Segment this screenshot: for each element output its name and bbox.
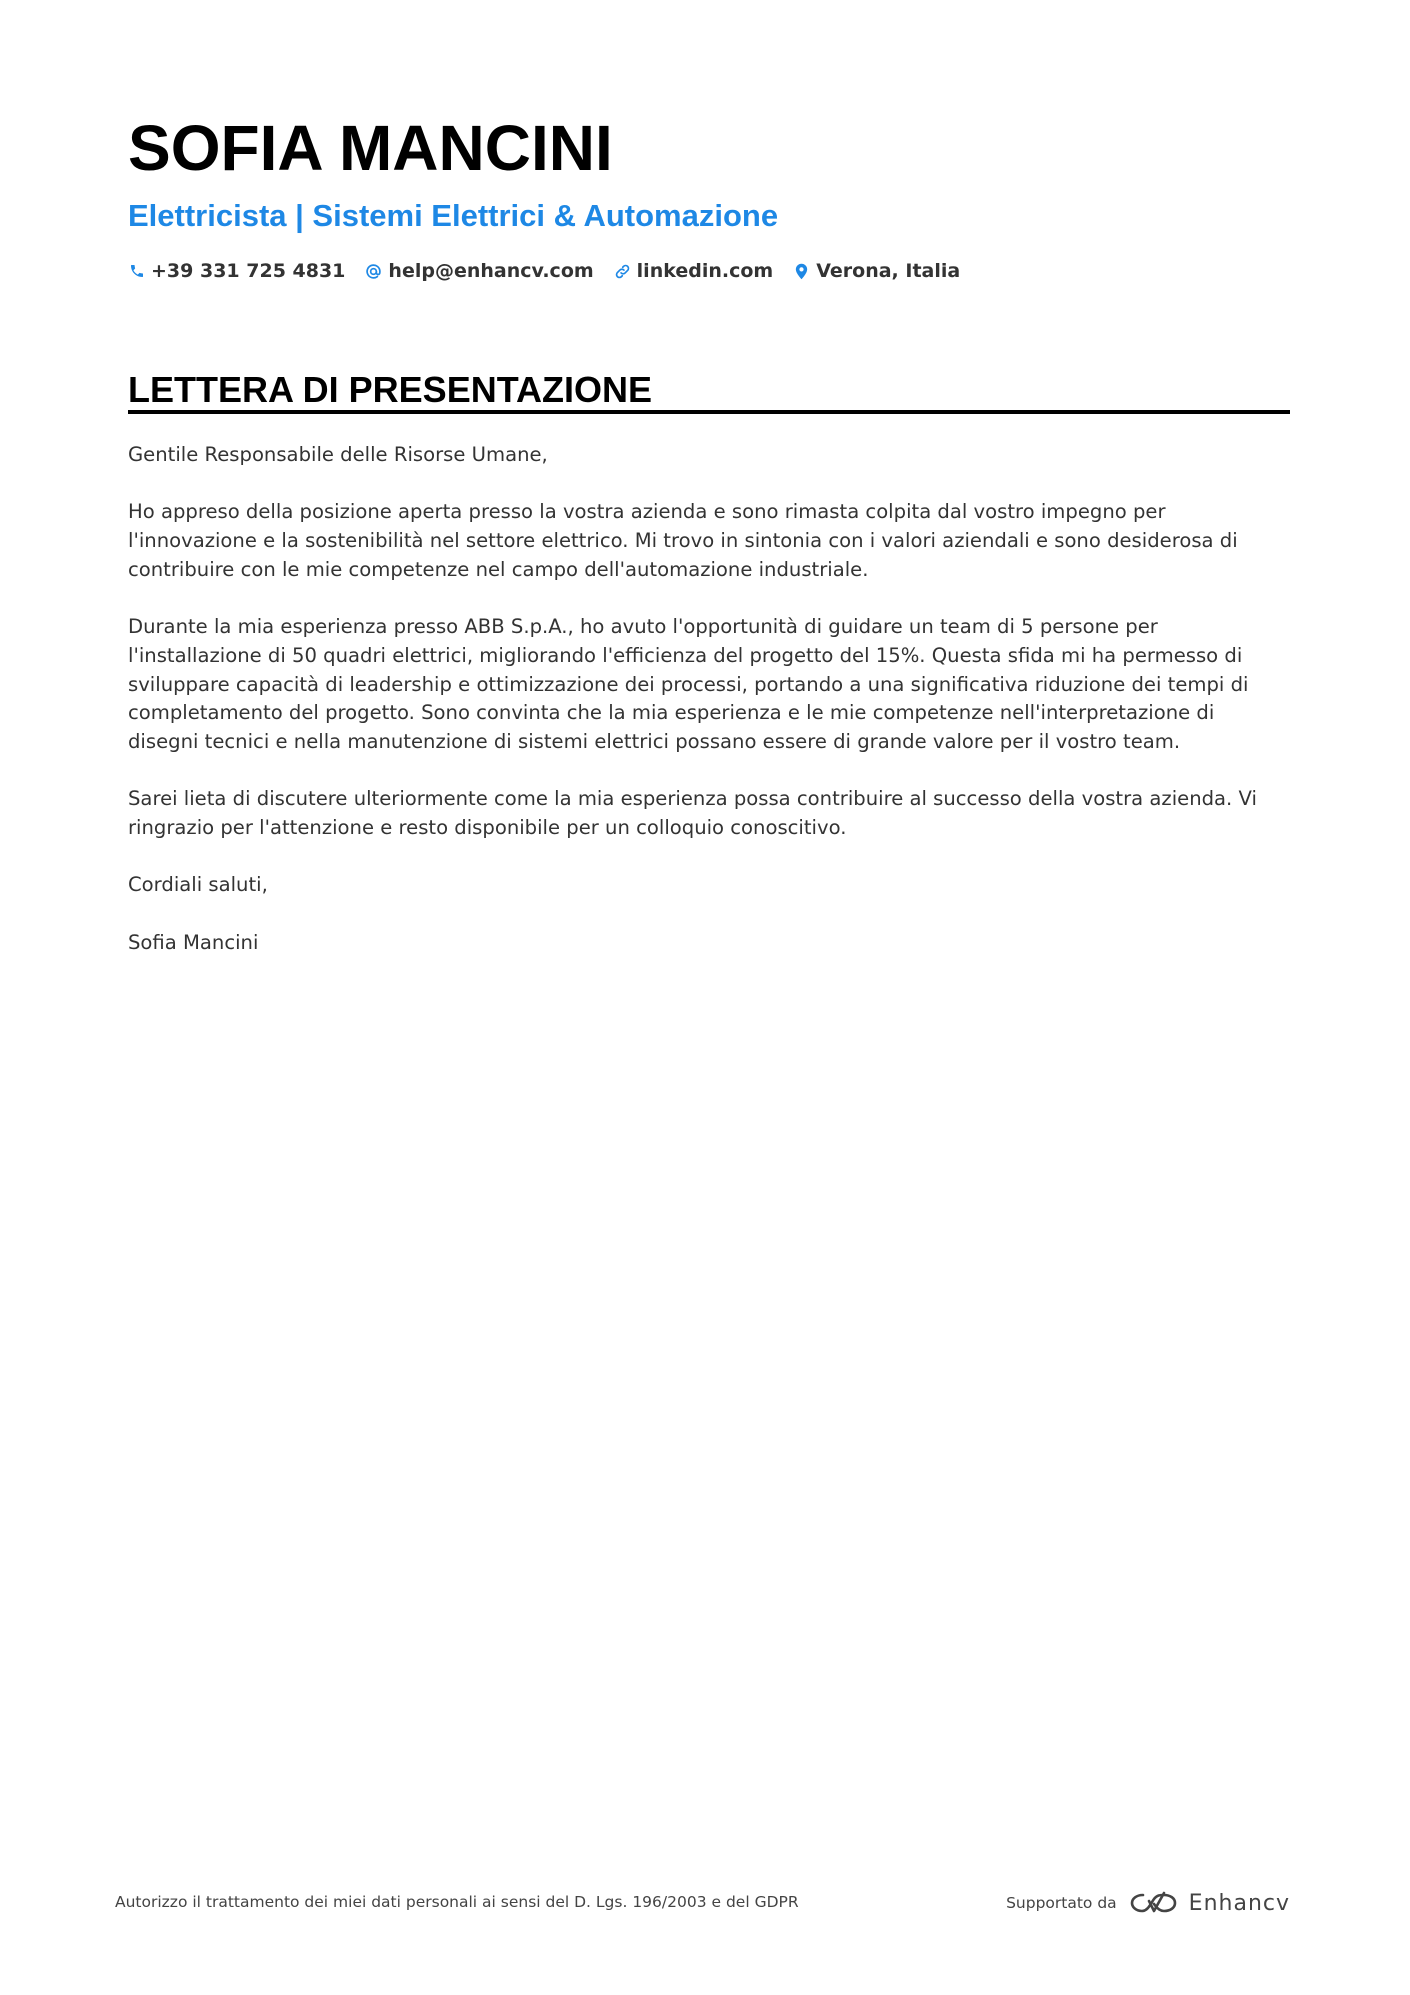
letter-body — [128, 441, 1290, 986]
candidate-name: SOFIA MANCINI — [128, 112, 613, 184]
section-title: LETTERA DI PRESENTAZIONE — [128, 369, 653, 410]
enhancv-brand: Enhancv — [1188, 1890, 1290, 1916]
phone-text: +39 331 725 4831 — [151, 260, 346, 282]
resume-header — [128, 110, 1290, 286]
letter-paragraph: Ho appreso della posizione aperta presso la vostra azienda e sono rimasta colpita dal vostro impegno per l'innovazione e la sostenibilità nel settore elettrico. Mi trovo in sintonia con i valori aziendali e sono desiderosa di contribuire con le mie competenze nel campo dell'automazione industriale. — [128, 500, 1238, 581]
letter-signature: Sofia Mancini — [128, 930, 259, 954]
contact-linkedin[interactable] — [614, 260, 774, 282]
letter-paragraph: Sarei lieta di discutere ulteriormente come la mia esperienza possa contribuire al successo della vostra azienda. Vi ringrazio per l'attenzione e resto disponibile per un colloquio conoscitivo. — [128, 787, 1257, 840]
contact-bar — [128, 256, 1290, 286]
privacy-consent: Autorizzo il trattamento dei miei dati personali ai sensi del D. Lgs. 196/2003 e del GDPR — [115, 1893, 799, 1911]
letter-paragraph: Durante la mia esperienza presso ABB S.p.A., ho avuto l'opportunità di guidare un team di 5 persone per l'installazione di 50 quadri elettrici, migliorando l'efficienza del progetto del 15%. Questa sfida mi ha permesso di sviluppare capacità di leadership e ottimizzazione dei processi, portando a una significativa riduzione dei tempi di completamento del progetto. Sono convinta che la mia esperienza e le mie competenze nell'interpretazione di disegni tecnici e nella manutenzione di sistemi elettrici possano essere di grande valore per il vostro team. — [128, 615, 1249, 753]
enhancv-logo-icon — [1129, 1889, 1179, 1917]
letter-closing: Cordiali saluti, — [128, 873, 268, 897]
powered-by-label: Supportato da — [1006, 1894, 1117, 1912]
location-text: Verona, Italia — [816, 260, 961, 282]
letter-salutation: Gentile Responsabile delle Risorse Umane, — [128, 443, 548, 466]
powered-by[interactable] — [1006, 1880, 1290, 1926]
contact-phone[interactable] — [128, 260, 345, 282]
contact-email[interactable] — [365, 260, 593, 282]
location-pin-icon — [793, 263, 810, 280]
linkedin-text: linkedin.com — [636, 260, 774, 282]
email-text: help@enhancv.com — [388, 260, 594, 282]
link-icon — [614, 263, 631, 280]
at-icon — [365, 263, 382, 280]
phone-icon — [128, 263, 145, 280]
section-divider — [128, 410, 1290, 414]
contact-location — [793, 260, 960, 282]
candidate-title: Elettricista | Sistemi Elettrici & Automazione — [128, 198, 779, 233]
